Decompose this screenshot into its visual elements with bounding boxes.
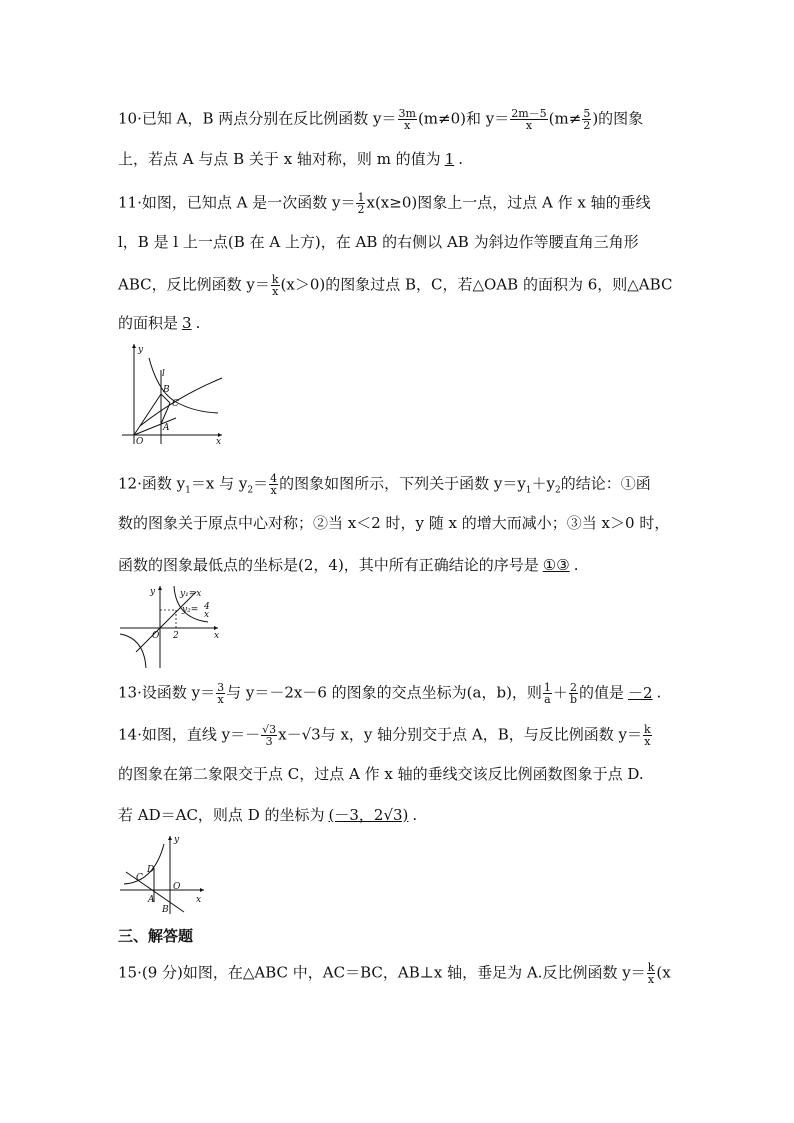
fraction: $\frac{3}{x}$ [217, 681, 225, 706]
answer-blank: (－3，2√3) [328, 806, 409, 824]
fraction: $\frac{2}{b}$ [569, 681, 577, 706]
fraction: $\frac{1}{2}$ [357, 191, 365, 216]
label-b: B [162, 905, 169, 915]
answer-blank: 3 [182, 314, 192, 332]
label-two: 2 [173, 631, 179, 641]
q13-line-1: 13·设函数 y＝ $\frac{3}{x}$ 与 y＝－2x－6 的图象的交点坐标为(a，b)，则 $\frac{1}{a}$ ＋ $\frac{2}{b}$ 的值是 －2 . [118, 681, 662, 706]
q14-figure [118, 832, 208, 916]
answer-blank: －2 [628, 683, 653, 702]
answer-blank: 1 [444, 150, 455, 168]
label-y2-den: x [204, 610, 210, 620]
label-origin: O [152, 631, 160, 641]
label-a: A [163, 423, 170, 433]
axis-label-y: y [150, 587, 156, 597]
q12-line-3: 函数的图象最低点的坐标是(2，4)，其中所有正确结论的序号是 ①③ . [118, 556, 579, 574]
axis-label-x: x [214, 631, 220, 641]
q14-number: 14 [118, 725, 138, 744]
q14-line-3: 若 AD＝AC，则点 D 的坐标为 (－3，2√3) . [118, 806, 418, 824]
answer-blank: ①③ [542, 556, 570, 574]
fraction: $\frac{k}{x}$ [647, 961, 655, 986]
q11-line-3: ABC，反比例函数 y＝ $\frac{k}{x}$ (x＞0)的图象过点 B，C，若△OAB 的面积为 6，则△ABC [118, 273, 673, 298]
q12-figure [118, 582, 224, 670]
label-c: C [172, 399, 179, 409]
q12-line-1: 12·函数 $y_1=x$ 与 $y_2=$ $\frac{4}{x}$ 的图象如图所示，下列关于函数 $y=y_1+y_2$的结论：①函 [118, 472, 651, 497]
label-l: l [162, 369, 165, 379]
label-d: D [147, 865, 155, 875]
q15-line-1: 15·(9 分)如图，在△ABC 中，AC＝BC，AB⊥x 轴，垂足为 A.反比例函数 y＝ $\frac{k}{x}$ (x [118, 961, 671, 986]
q11-line-4: 的面积是 3 . [118, 314, 201, 332]
q13-number: 13 [118, 683, 138, 702]
q10-line-2: 上，若点 A 与点 B 关于 x 轴对称，则 m 的值为 1 . [118, 150, 464, 168]
fraction: $\frac{k}{x}$ [644, 723, 651, 748]
fraction: $\frac{4}{x}$ [270, 472, 278, 497]
fraction: $\frac{√3}{3}$ [262, 723, 277, 748]
label-origin: O [136, 437, 144, 447]
label-y1: y₁=x [180, 589, 202, 599]
label-origin: O [173, 882, 181, 892]
label-a: A [148, 895, 155, 905]
fraction: $\frac{k}{x}$ [271, 273, 279, 298]
q11-number: 11 [118, 193, 138, 212]
q12-number: 12 [118, 474, 138, 493]
label-y2: y₂= [182, 605, 199, 615]
fraction: $\frac{3m}{x}$ [398, 107, 416, 132]
axis-label-x: x [196, 895, 202, 905]
label-y2-num: 4 [204, 602, 210, 612]
q10-line-1: 10·已知 A，B 两点分别在反比例函数 y＝ $\frac{3m}{x}$ (m≠0)和 y＝ $\frac{2m-5}{x}$ (m≠ $\frac{5}{2}$ )的图象 [118, 107, 644, 132]
q11-line-2: l，B 是 l 上一点(B 在 A 上方)，在 AB 的右侧以 AB 为斜边作等腰直角三角形 [118, 233, 639, 251]
label-b: B [163, 385, 170, 395]
q11-line-1: 11·如图，已知点 A 是一次函数 y＝ $\frac{1}{2}$ x(x≥0)图象上一点，过点 A 作 x 轴的垂线 [118, 191, 651, 216]
fraction: $\frac{1}{a}$ [543, 681, 551, 706]
q15-number: 15 [118, 963, 138, 982]
section-heading: 三、解答题 [118, 927, 194, 945]
q11-figure [118, 340, 226, 448]
fraction: $\frac{5}{2}$ [583, 107, 591, 132]
axis-label-x: x [216, 437, 222, 447]
fraction: $\frac{2m-5}{x}$ [511, 107, 547, 132]
q10-number: 10 [118, 109, 138, 128]
q14-line-1: 14·如图，直线 y＝－ $\frac{√3}{3}$ x－√3与 x，y 轴分别交于点 A，B，与反比例函数 y＝ $\frac{k}{x}$ [118, 723, 651, 748]
axis-label-y: y [174, 835, 180, 845]
q14-line-2: 的图象在第二象限交于点 C，过点 A 作 x 轴的垂线交该反比例函数图象于点 D. [118, 765, 644, 783]
q12-line-2: 数的图象关于原点中心对称；②当 x＜2 时，y 随 x 的增大而减小；③当 x＞0 时， [118, 514, 670, 532]
label-c: C [136, 873, 143, 883]
axis-label-y: y [138, 345, 144, 355]
